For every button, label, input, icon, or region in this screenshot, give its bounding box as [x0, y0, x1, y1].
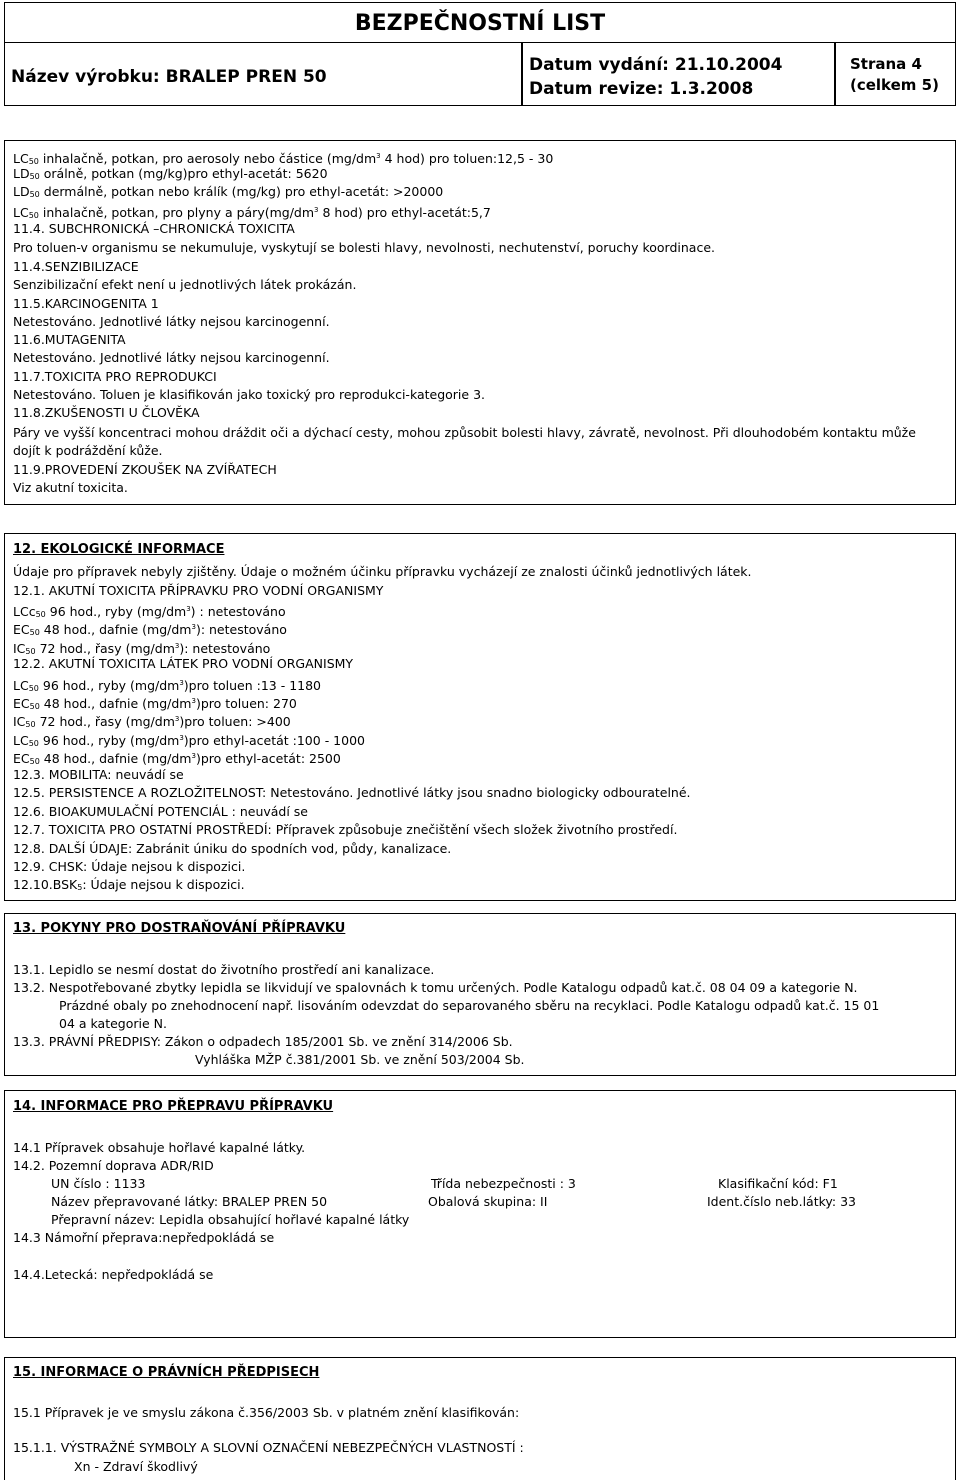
page-number: Strana 4 — [850, 55, 922, 73]
s13-1: 13.1. Lepidlo se nesmí dostat do životního prostředí ani kanalizace. — [13, 962, 435, 977]
text-11-6: Netestováno. Jednotlivé látky nejsou karcinogenní. — [13, 350, 330, 365]
text-11-7: Netestováno. Toluen je klasifikován jako toxický pro reprodukci-kategorie 3. — [13, 387, 485, 402]
s12-b5: $EC_{50}$ 48 hod., dafnie $(mg/dm^3)pro$ ethyl-acetát: 2500 — [13, 751, 341, 766]
s12-heading-2: 12.2. AKUTNÍ TOXICITA LÁTEK PRO VODNÍ ORGANISMY — [13, 656, 354, 671]
text-11-4b: Senzibilizační efekt není u jednotlivých látek prokázán. — [13, 277, 357, 292]
s14-un: UN číslo : 1133 — [51, 1176, 146, 1191]
s12-9: 12.9. CHSK: Údaje nejsou k dispozici. — [13, 859, 246, 874]
revision-date: Datum revize: 1.3.2008 — [529, 79, 754, 99]
s12-a1: LCc$_{50}$ 96 hod., ryby $(mg/dm^3)$ : netestováno — [13, 604, 286, 619]
page-total: (celkem 5) — [850, 76, 939, 94]
header-title-box — [4, 2, 956, 42]
header-product-box — [4, 42, 522, 106]
s14-hin: Ident.číslo neb.látky: 33 — [707, 1194, 856, 1209]
document-title: BEZPEČNOSTNÍ LIST — [354, 11, 606, 36]
ld50-dermal: $LD_{50}$ dermálně, potkan nebo králík (mg/kg) pro ethyl-acetát: >20000 — [13, 184, 444, 199]
text-11-4: Pro toluen-v organismu se nekumuluje, vyskytují se bolesti hlavy, nevolnosti, nechutenství, poruchy koordinace. — [13, 240, 715, 255]
ld50-oral: $LD_{50}$ orálně, potkan (mg/kg)pro ethyl-acetát: 5620 — [13, 166, 328, 181]
s13-2: 13.2. Nespotřebované zbytky lepidla se likvidují ve spalovnách k tomu určených. Podle Katalogu odpadů kat.č. 08 04 09 a kategorie N. — [13, 980, 858, 995]
s12-heading-1: 12.1. AKUTNÍ TOXICITA PŘÍPRAVKU PRO VODNÍ ORGANISMY — [13, 583, 384, 598]
s15-symbol: Xn - Zdraví škodlivý — [74, 1459, 198, 1474]
s12-5: 12.5. PERSISTENCE A ROZLOŽITELNOST: Netestováno. Jednotlivé látky jsou snadno biologicky odbouratelné. — [13, 785, 691, 800]
s14-name: Název přepravované látky: BRALEP PREN 50 — [51, 1194, 328, 1209]
heading-11-5: 11.5.KARCINOGENITA 1 — [13, 296, 159, 311]
s15-1-1: 15.1.1. VÝSTRAŽNÉ SYMBOLY A SLOVNÍ OZNAČENÍ NEBEZPEČNÝCH VLASTNOSTÍ : — [13, 1440, 524, 1455]
heading-11-4b: 11.4.SENZIBILIZACE — [13, 259, 139, 274]
section-12-title: 12. EKOLOGICKÉ INFORMACE — [13, 542, 225, 557]
header-dates-box — [522, 42, 835, 106]
issue-date: Datum vydání: 21.10.2004 — [529, 55, 783, 75]
text-11-8: Páry ve vyšší koncentraci mohou dráždit oči a dýchací cesty, mohou způsobit bolesti hlavy, závratě, nevolnost. Při dlouhodobém kontaktu může dojít k podráždění kůže. — [13, 425, 916, 458]
heading-11-9: 11.9.PROVEDENÍ ZKOUŠEK NA ZVÍŘATECH — [13, 462, 277, 477]
section-14-title: 14. INFORMACE PRO PŘEPRAVU PŘÍPRAVKU — [13, 1099, 334, 1114]
s14-shipping-name: Přepravní název: Lepidla obsahující hořlavé kapalné látky — [51, 1212, 410, 1227]
product-name: Název výrobku: BRALEP PREN 50 — [11, 67, 327, 87]
s14-2: 14.2. Pozemní doprava ADR/RID — [13, 1158, 214, 1173]
s14-sea: 14.3 Námořní přeprava:nepředpokládá se — [13, 1230, 275, 1245]
s13-2b: Prázdné obaly po znehodnocení např. lisováním odevzdat do separovaného sběru na recyklaci. Podle Katalogu odpadů kat.č. 15 01 — [59, 998, 880, 1013]
s12-b2: $EC_{50}$ 48 hod., dafnie $(mg/dm^3)pro$ toluen: 270 — [13, 696, 297, 711]
s14-class: Třída nebezpečnosti : 3 — [431, 1176, 576, 1191]
s12-8: 12.8. DALŠÍ ÚDAJE: Zabránit úniku do spodních vod, půdy, kanalizace. — [13, 841, 452, 856]
header-page-box — [835, 42, 956, 106]
s12-b4: $LC_{50}$ 96 hod., ryby $(mg/dm^3)pro$ ethyl-acetát :100 - 1000 — [13, 733, 365, 748]
text-11-5: Netestováno. Jednotlivé látky nejsou karcinogenní. — [13, 314, 330, 329]
s13-2c: 04 a kategorie N. — [59, 1016, 167, 1031]
s12-b1: $LC_{50}$ 96 hod., ryby $(mg/dm^3)pro$ toluen :13 - 1180 — [13, 678, 322, 693]
section-15-title: 15. INFORMACE O PRÁVNÍCH PŘEDPISECH — [13, 1365, 320, 1380]
lc50-toluene: $LC_{50}$ inhalačně, potkan, pro aerosoly nebo částice ($mg/dm^3$ 4 hod) pro toluen:12,5 - 30 — [13, 151, 554, 166]
section-13-title: 13. POKYNY PRO DOSTRAŇOVÁNÍ PŘÍPRAVKU — [13, 921, 346, 936]
s14-code: Klasifikační kód: F1 — [718, 1176, 838, 1191]
s12-7: 12.7. TOXICITA PRO OSTATNÍ PROSTŘEDÍ: Přípravek způsobuje znečištění všech složek životního prostředí. — [13, 822, 678, 837]
s13-3b: Vyhláška MŽP č.381/2001 Sb. ve znění 503/2004 Sb. — [195, 1052, 525, 1067]
s12-6: 12.6. BIOAKUMULAČNÍ POTENCIÁL : neuvádí se — [13, 804, 309, 819]
s12-b3: $IC_{50}$ 72 hod., řasy $(mg/dm^3)pro$ toluen: >400 — [13, 714, 291, 729]
s14-1: 14.1 Přípravek obsahuje hořlavé kapalné látky. — [13, 1140, 306, 1155]
s12-10: $12.10.BSK_5$: Údaje nejsou k dispozici. — [13, 877, 245, 892]
heading-11-4: 11.4. SUBCHRONICKÁ –CHRONICKÁ TOXICITA — [13, 221, 295, 236]
s12-intro: Údaje pro přípravek nebyly zjištěny. Údaje o možném účinku přípravku vycházejí ze znalosti účinků jednotlivých látek. — [13, 564, 752, 579]
heading-11-8: 11.8.ZKUŠENOSTI U ČLOVĚKA — [13, 405, 200, 420]
s15-1: 15.1 Přípravek je ve smyslu zákona č.356/2003 Sb. v platném znění klasifikován: — [13, 1405, 520, 1420]
s13-3: 13.3. PRÁVNÍ PŘEDPISY: Zákon o odpadech 185/2001 Sb. ve znění 314/2006 Sb. — [13, 1034, 513, 1049]
s12-3: 12.3. MOBILITA: neuvádí se — [13, 767, 184, 782]
lc50-ethyl: $LC_{50}$ inhalačně, potkan, pro plyny a $páry(mg/dm^3$ 8 hod) pro ethyl-acetát:5,7 — [13, 205, 491, 220]
s12-a3: $IC_{50}$ 72 hod., řasy $(mg/dm^3)$: netestováno — [13, 641, 271, 656]
s14-air: 14.4.Letecká: nepředpokládá se — [13, 1267, 214, 1282]
s14-packing-group: Obalová skupina: II — [428, 1194, 548, 1209]
text-11-9: Viz akutní toxicita. — [13, 480, 128, 495]
s12-a2: $EC_{50}$ 48 hod., dafnie $(mg/dm^3)$: netestováno — [13, 622, 287, 637]
heading-11-6: 11.6.MUTAGENITA — [13, 332, 126, 347]
heading-11-7: 11.7.TOXICITA PRO REPRODUKCI — [13, 369, 217, 384]
